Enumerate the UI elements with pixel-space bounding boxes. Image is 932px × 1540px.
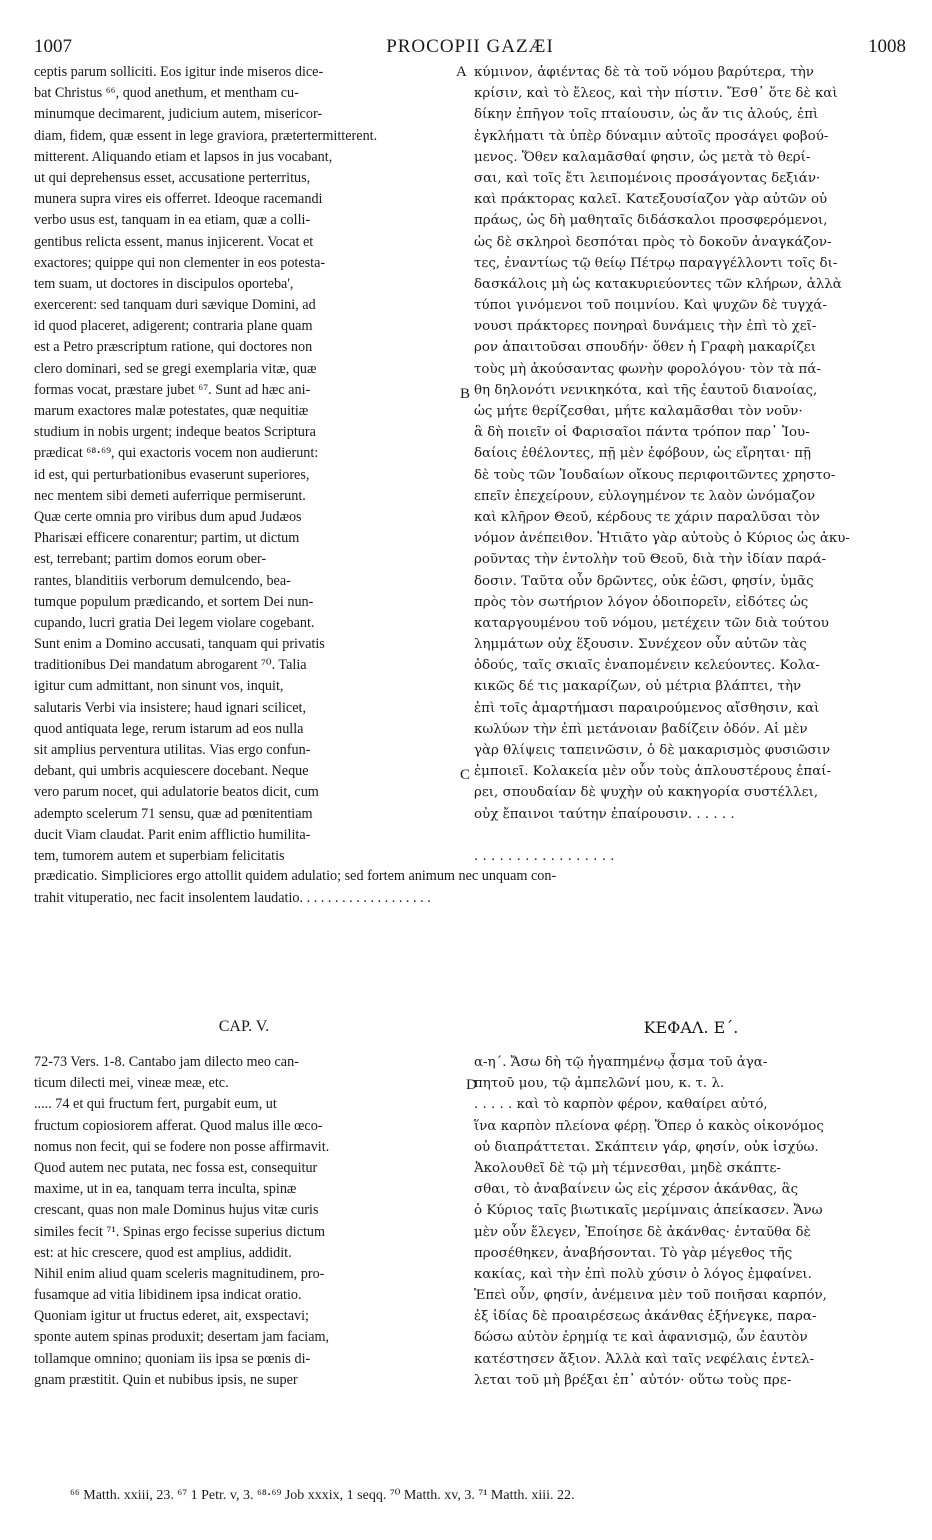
text-line: Pharisæi efficere conarentur; partim, ut dictum — [34, 530, 300, 547]
text-line: ἐγκλήματι τὰ ὑπὲρ δύναμιν αὐτοῖς προσάγει φοβού- — [474, 128, 829, 144]
text-line: ἵνα καρπὸν πλείονα φέρῃ. Ὅπερ ὁ κακὸς οἰκονόμος — [474, 1118, 824, 1134]
page-number-right: 1008 — [868, 36, 906, 57]
text-line: Sunt enim a Domino accusati, tanquam qui privatis — [34, 636, 325, 653]
text-line: tem, tumorem autem et superbiam felicitatis — [34, 847, 285, 864]
text-line: minumque decimarent, judicium autem, misericor- — [34, 106, 323, 123]
text-line: Quoniam igitur ut fructus ederet, ait, exspectavi; — [34, 1308, 309, 1325]
text-line: κύμινον, ἀφιέντας δὲ τὰ τοῦ νόμου βαρύτερα, τὴν — [474, 65, 814, 80]
text-line: bat Christus ⁶⁶, quod anethum, et mentham cu- — [34, 85, 299, 102]
text-line: sit amplius perventura utilitas. Vias ergo confun- — [34, 742, 311, 758]
text-line: ρον ἀπαιτοῦσαι σπουδήν· ὅθεν ἡ Γραφὴ μακαρίζει — [474, 340, 816, 356]
text-line: crescant, quas non male Dominus hujus vitæ curis — [34, 1202, 319, 1219]
running-title: PROCOPII GAZÆI — [386, 36, 554, 57]
text-line: Quod autem nec putata, nec fossa est, consequitur — [34, 1159, 318, 1176]
text-line: marum exactores malæ potestates, quæ nequitiæ — [34, 403, 309, 419]
text-line: diam, fidem, quæ essent in lege graviora, prætertermitterent. — [34, 127, 378, 144]
latin-column-bottom — [34, 1052, 454, 1391]
text-line: ὡς δὲ σκληροὶ δεσπόται πρὸς τὸ δοκοῦν ἀναγκάζον- — [474, 234, 832, 250]
text-line: προσέθηκεν, ἀναβήσονται. Τὸ γὰρ μέγεθος τῆς — [474, 1245, 793, 1261]
text-line: επεῖν ἐπεχείρουν, εὐλογημένον τε λαὸν ὠνόμαζον — [474, 488, 816, 504]
text-line: ροῦντας τὴν ἐντολὴν τοῦ Θεοῦ, διὰ τὴν ἰδίαν παρά- — [474, 552, 827, 568]
text-line: τες, ἐναντίως τῷ θείῳ Πέτρῳ παραγγέλλοντι τοῖς δι- — [474, 255, 838, 271]
text-line: λεται τοῦ μὴ βρέξαι ἐπ᾽ αὐτόν· οὕτω τοὺς πρε- — [474, 1372, 792, 1388]
text-line: fructum copiosiorem afferat. Quod malus ille œco- — [34, 1117, 323, 1134]
text-line: nec mentem sibi demeti auferrique permiserunt. — [34, 487, 306, 504]
text-line: καὶ πράκτορας καλεῖ. Κατεξουσίαζον γὰρ αὐτῶν οὐ — [474, 192, 828, 208]
text-line: τύποι γινόμενοι τοῦ ποιμνίου. Καὶ ψυχῶν δὲ τυγχά- — [474, 298, 827, 314]
text-line: munera supra vires eis offerret. Ideoque racemandi — [34, 191, 323, 208]
text-line: α-η΄. Ἄσω δὴ τῷ ἠγαπημένῳ ᾆσμα τοῦ ἀγα- — [474, 1055, 768, 1070]
text-line: κικῶς δέ τις μακαρίζων, οὐ μέτρια βλάπτει, τὴν — [474, 679, 802, 695]
text-line: ticum dilecti mei, vineæ meæ, etc. — [34, 1075, 229, 1092]
text-line: ut qui deprehensus esset, accusatione perterritus, — [34, 169, 311, 186]
spanning-line-2: trahit vituperatio, nec facit insolentem laudatio. . . . . . . . . . . . . . . . . . . — [34, 890, 431, 906]
text-line: κωλύων τὴν ἐπὶ μετάνοιαν βαδίζειν ὁδόν. Αἱ μὲν — [474, 721, 808, 737]
text-line: γὰρ θλίψεις ταπεινῶσιν, ὁ δὲ μακαρισμὸς φυσιῶσιν — [474, 743, 831, 758]
text-line: ρει, σπουδαίαν δὲ ψυχὴν οὐ κακηγορία συστέλλει, — [474, 785, 819, 801]
text-line: ..... 74 et qui fructum fert, purgabit eum, ut — [34, 1096, 277, 1113]
page-header — [34, 36, 906, 58]
text-line: ὡς μήτε θερίζεσθαι, μήτε καλαμᾶσθαι τὸν νοῦν· — [474, 404, 803, 419]
text-line: ceptis parum solliciti. Eos igitur inde miseros dice- — [34, 64, 324, 80]
footnotes — [70, 1487, 906, 1504]
text-line: σθαι, τὸ ἀναβαίνειν ὡς εἰς χέρσον ἀκάνθας, ἃς — [474, 1182, 799, 1198]
text-line: cupando, lucri gratia Dei legem violare cogebant. — [34, 614, 315, 631]
text-line: vero parum nocet, qui adulatorie beatos dicit, cum — [34, 784, 319, 801]
text-line: δώσω αὐτὸν ἐρημίᾳ τε καὶ ἀφανισμῷ, ὧν ἑαυτὸν — [474, 1330, 808, 1346]
section-marker-a: A — [456, 64, 467, 80]
section-marker-c: C — [460, 767, 471, 783]
text-line: gentibus relicta essent, manus injicerent. Vocat et — [34, 233, 314, 250]
text-line: est, terrebant; partim domos eorum ober- — [34, 551, 267, 568]
text-line: exactores; quippe qui non clementer in eos potesta- — [34, 254, 326, 271]
text-line: mitterent. Aliquando etiam et lapsos in jus vocabant, — [34, 148, 333, 165]
text-line: Quæ certe omnia pro viribus dum apud Judæos — [34, 508, 302, 525]
text-line: καὶ κλῆρον Θεοῦ, κέρδους τε χάριν παραλῦσαι τὸν — [474, 509, 820, 525]
text-line: prædicat ⁶⁸⋅⁶⁹, qui exactoris vocem non audierunt: — [34, 445, 319, 462]
text-line: maxime, ut in ea, tanquam terra inculta, spinæ — [34, 1181, 297, 1198]
text-line: id quod placeret, adigerent; contraria plane quam — [34, 318, 313, 335]
text-line: est a Petro præscriptum ratione, qui doctores non — [34, 339, 313, 356]
text-line: δίκην ἐπῆγον τοῖς πταίουσιν, ὡς ἄν τις ἁλούς, ἐπὶ — [474, 107, 819, 123]
text-line: verbo usus est, tanquam in ea etiam, quæ a colli- — [34, 212, 311, 229]
latin-column-top — [34, 62, 454, 867]
text-line: σαι, καὶ τοῖς ἔτι λειπομένοις προσάγοντας δεξιάν· — [474, 170, 821, 186]
text-line: similes fecit ⁷¹. Spinas ergo fecisse superius dictum — [34, 1223, 326, 1240]
text-line: tumque populum prædicando, et sortem Dei nun- — [34, 593, 314, 610]
text-line: fusamque ad vitia libidinem ipsa indicat oratio. — [34, 1287, 302, 1304]
text-line: ducit Viam claudat. Parit enim afflictio humilita- — [34, 826, 311, 843]
text-line: ὁ Κύριος ταῖς βιωτικαῖς μερίμναις ἀπείκασεν. Ἄνω — [474, 1203, 823, 1219]
text-line: κρίσιν, καὶ τὸ ἔλεος, καὶ τὴν πίστιν. Ἔσθ᾽ ὅτε δὲ καὶ — [474, 86, 838, 102]
text-line: salutaris Verbi via insistere; haud ignari scilicet, — [34, 699, 306, 716]
text-line: formas vocat, præstare jubet ⁶⁷. Sunt ad hæc ani- — [34, 381, 311, 398]
text-line: clero dominari, sed se gregi exemplaria vitæ, quæ — [34, 360, 317, 377]
text-line: πητοῦ μου, τῷ ἀμπελῶνί μου, κ. τ. λ. — [474, 1076, 725, 1092]
text-line: δοσιν. Ταῦτα οὖν δρῶντες, οὐκ ἐῶσι, φησίν, ὑμᾶς — [474, 573, 814, 589]
text-line: 72-73 Vers. 1-8. Cantabo jam dilecto meo can- — [34, 1054, 299, 1070]
text-line: tollamque omnino; quoniam iis ipsa se pœnis di- — [34, 1350, 311, 1367]
text-line: νουσι πράκτορες πονηραὶ δυνάμεις τὴν ἐπὶ τὸ χεῖ- — [474, 319, 817, 335]
text-line: igitur cum admittant, non sinunt vos, inquit, — [34, 678, 284, 695]
text-line: κατέστησεν ἄξιον. Ἀλλὰ καὶ ταῖς νεφέλαις ἐντελ- — [474, 1351, 815, 1367]
text-line: μενος. Ὅθεν καλαμᾶσθαί φησιν, ὡς μετὰ τὸ θερί- — [474, 149, 811, 165]
text-line: traditionibus Dei mandatum abrogarent ⁷⁰. Talia — [34, 657, 307, 674]
text-line: studium in nobis urgent; indeque beatos Scriptura — [34, 424, 316, 441]
text-line: adempto scelerum 71 sensu, quæ ad pœnitentiam — [34, 805, 313, 822]
text-line: tem suam, ut doctores in discipulos oporteba', — [34, 275, 294, 292]
text-line: κακίας, καὶ τὴν ἐπὶ πολὺ χύσιν ὁ λόγος ἐμφαίνει. — [474, 1266, 812, 1282]
text-line: ἐπὶ τοῖς ἁμαρτήμασι παραιρούμενος αἴσθησιν, καὶ — [474, 700, 820, 716]
footnote-text: ⁶⁶ Matth. xxiii, 23. ⁶⁷ 1 Petr. v, 3. ⁶⁸⋅⁶⁹ Job xxxix, 1 seqq. ⁷⁰ Matth. xv, 3. ⁷¹ Matth. xiii. 22. — [70, 1488, 575, 1503]
text-line: μὲν οὖν ἔλεγεν, Ἐποίησε δὲ ἀκάνθας· ἐνταῦθα δὲ — [474, 1224, 811, 1240]
text-line: θη δηλονότι νενικηκότα, καὶ τῆς ἑαυτοῦ διανοίας, — [474, 382, 818, 398]
text-line: δὲ τοὺς τῶν Ἰουδαίων οἴκους περιφοιτῶντες χρηστο- — [474, 467, 836, 483]
text-line: gnam præstitit. Quin et nubibus ipsis, ne super — [34, 1371, 298, 1388]
text-line: . . . . . . . . . . . . . . . . . — [474, 848, 615, 864]
text-line: id est, qui perturbationibus evaserunt superiores, — [34, 466, 310, 483]
chapter-heading-latin: CAP. V. — [218, 1018, 270, 1035]
section-marker-b: B — [460, 386, 471, 402]
greek-column-top — [474, 62, 908, 867]
page-number-left: 1007 — [34, 36, 72, 57]
text-line: λημμάτων οὐχ ἕξουσιν. Συνέχεον οὖν αὐτῶν τὰς — [474, 637, 807, 653]
text-line: ὁδούς, ταῖς σκιαῖς ἐναπομένειν κελεύοντες. Κολα- — [474, 658, 820, 674]
text-line: Nihil enim aliud quam sceleris magnitudinem, pro- — [34, 1265, 325, 1282]
spanning-line-1: prædicatio. Simpliciores ergo attollit quidem adulatio; sed fortem animum nec unquam con- — [34, 868, 557, 884]
text-line: δασκάλοις μὴ ὡς κατακυριεύοντες τῶν κλήρων, ἀλλὰ — [474, 276, 842, 292]
text-line: ἐμποιεῖ. Κολακεία μὲν οὖν τοὺς ἁπλουστέρους ἐπαί- — [474, 764, 832, 780]
text-line: . . . . . καὶ τὸ καρπὸν φέρον, καθαίρει αὐτό, — [474, 1097, 768, 1113]
text-line: ἐξ ἰδίας δὲ προαιρέσεως ἀκάνθας ἐξήνεγκε, παρα- — [474, 1309, 817, 1325]
text-line: est: at hic crescere, quod est amplius, addidit. — [34, 1244, 292, 1261]
text-line: οὐ διαπράττεται. Σκάπτειν γάρ, φησίν, οὐκ ἰσχύω. — [474, 1139, 819, 1155]
text-line: πράως, ὡς δὴ μαθηταῖς διδάσκαλοι προσφερόμενοι, — [474, 213, 828, 229]
text-line: καταργουμένου τοῦ νόμου, μετέχειν τῶν διὰ τούτου — [474, 615, 829, 631]
text-line: nomus non fecit, qui se fodere non posse affirmavit. — [34, 1138, 330, 1155]
text-line: debant, qui umbris acquiescere docebant. Neque — [34, 763, 309, 780]
greek-column-bottom — [474, 1052, 908, 1391]
text-line: δαίοις ἐθέλοντες, πῇ μὲν ἐφόβουν, ὡς εἴρηται· πῇ — [474, 446, 812, 462]
text-line: quod antiquata lege, rerum istarum ad eos nulla — [34, 720, 304, 737]
text-line — [474, 825, 908, 846]
text-line: Ἐπεὶ οὖν, φησίν, ἀνέμεινα μὲν τοῦ ποιῆσαι καρπόν, — [474, 1288, 827, 1304]
text-line: ἃ δὴ ποιεῖν οἱ Φαρισαῖοι πάντα τρόπον παρ᾽ Ἰου- — [474, 425, 810, 441]
text-line: πρὸς τὸν σωτήριον λόγον ὁδοιπορεῖν, εἰδότες ὡς — [474, 594, 809, 610]
text-line: οὐχ ἔπαινοι ταύτην ἐπαίρουσιν. . . . . . — [474, 806, 735, 822]
section-marker-d: D — [466, 1077, 477, 1093]
text-line: sponte autem spinas produxit; desertam jam faciam, — [34, 1329, 330, 1346]
text-line: rantes, blanditiis verborum demulcendo, bea- — [34, 572, 291, 589]
text-line: Ἀκολουθεῖ δὲ τῷ μὴ τέμνεσθαι, μηδὲ σκάπτε- — [474, 1160, 781, 1176]
text-line: exercerent: sed tanquam duri sævique Domini, ad — [34, 297, 316, 314]
text-line: τοὺς μὴ ἀκούσαντας φωνὴν φορολόγου· τὸν τὰ πά- — [474, 361, 821, 377]
text-line: νόμον ἀνέπειθον. Ἠτιᾶτο γὰρ αὐτοὺς ὁ Κύριος ὡς ἀκυ- — [474, 531, 850, 547]
chapter-heading-greek: ΚΕΦΑΛ. Ε΄. — [643, 1018, 739, 1037]
